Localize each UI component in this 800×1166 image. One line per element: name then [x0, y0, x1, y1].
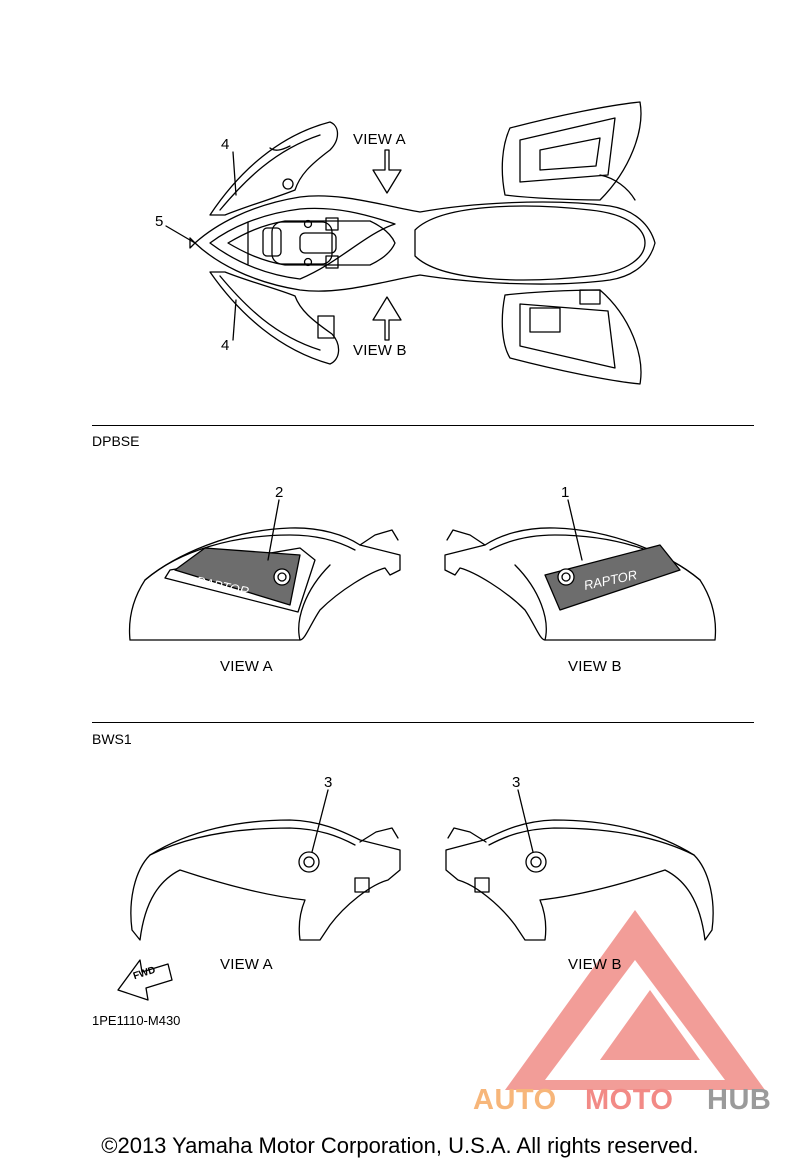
view-b-label-top: VIEW B — [353, 342, 407, 359]
view-a-label-top: VIEW A — [353, 131, 406, 148]
bws1-fender-view-a — [131, 790, 400, 940]
watermark-hub: HUB — [707, 1084, 772, 1116]
dpbse-fender-view-b — [445, 500, 715, 640]
svg-text:RAPTOR: RAPTOR — [194, 573, 251, 600]
fwd-arrow-icon — [118, 960, 172, 1000]
section-label-dpbse: DPBSE — [92, 433, 140, 449]
callout-2: 2 — [275, 484, 284, 501]
callout-4-upper: 4 — [221, 136, 230, 153]
divider-dpbse — [92, 425, 754, 426]
callout-1: 1 — [561, 484, 570, 501]
atv-top-view — [166, 102, 655, 384]
callout-4-lower: 4 — [221, 337, 230, 354]
callout-3-right: 3 — [512, 774, 521, 791]
fwd-label: FWD — [131, 964, 157, 983]
dpbse-fender-view-a — [130, 500, 400, 640]
callout-5: 5 — [155, 213, 164, 230]
automotohub-logo-icon — [505, 910, 765, 1090]
watermark-moto: MOTO — [585, 1084, 674, 1116]
divider-bws1 — [92, 722, 754, 723]
bws1-fender-view-b — [446, 790, 713, 940]
view-b-label-bws1: VIEW B — [568, 956, 622, 973]
view-b-label-dpbse: VIEW B — [568, 658, 622, 675]
part-code: 1PE1110-M430 — [92, 1013, 181, 1028]
section-label-bws1: BWS1 — [92, 731, 132, 747]
view-a-label-bws1: VIEW A — [220, 956, 273, 973]
watermark-auto: AUTO — [473, 1084, 557, 1116]
svg-text:RAPTOR: RAPTOR — [582, 567, 639, 593]
view-a-label-dpbse: VIEW A — [220, 658, 273, 675]
copyright-notice: ©2013 Yamaha Motor Corporation, U.S.A. All rights reserved. — [101, 1133, 699, 1158]
callout-3-left: 3 — [324, 774, 333, 791]
